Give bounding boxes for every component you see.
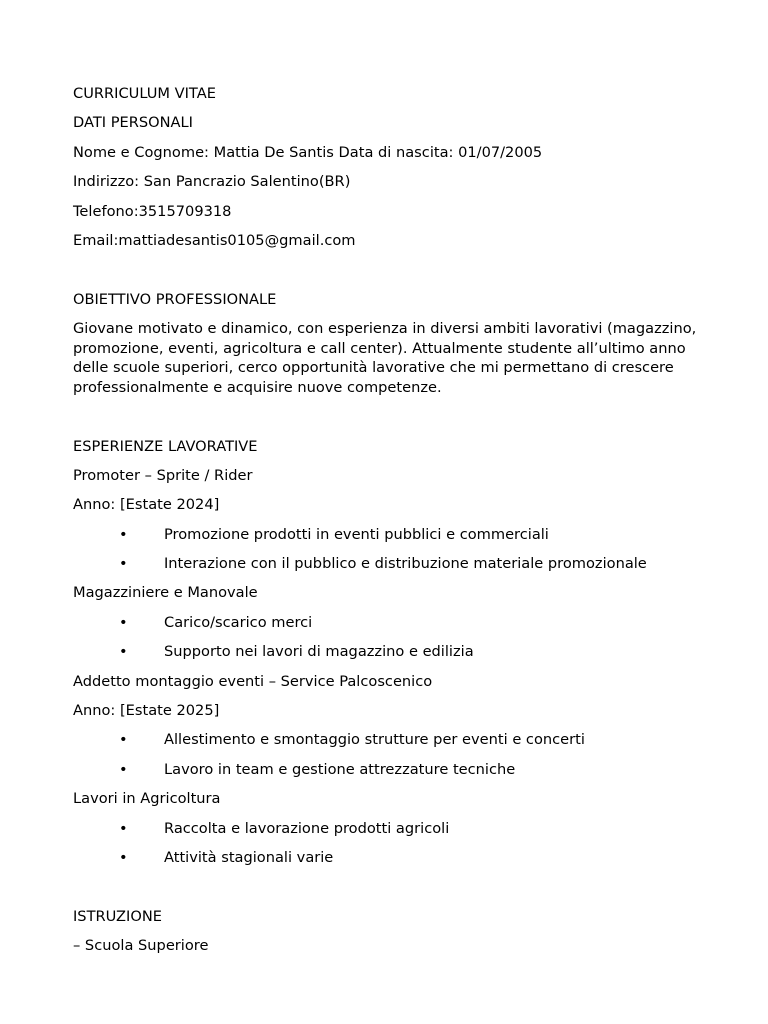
duty-text: Promozione prodotti in eventi pubblici e commerciali xyxy=(164,525,549,543)
duty-text: Attività stagionali varie xyxy=(164,848,334,866)
name-and-birthdate: Nome e Cognome: Mattia De Santis Data di nascita: 01/07/2005 xyxy=(73,143,543,161)
list-item xyxy=(73,554,713,583)
list-item xyxy=(73,730,713,759)
job-duties-list xyxy=(73,730,713,789)
section-spacer xyxy=(73,877,713,906)
job-year: Anno: [Estate 2025] xyxy=(73,702,220,720)
list-item xyxy=(73,642,713,671)
objective-text: Giovane motivato e dinamico, con esperienza in diversi ambiti lavorativi (magazzino, promozione, eventi, agricoltura e call center). Attualmente studente all’ultimo anno delle scuole superiori, cerco opportunità lavorative che mi permettano di crescere professionalmente e acquisire nuove competenze. xyxy=(73,320,697,396)
personal-data-heading: DATI PERSONALI xyxy=(73,114,193,132)
address: Indirizzo: San Pancrazio Salentino(BR) xyxy=(73,173,351,191)
section-spacer xyxy=(73,260,713,289)
section-spacer xyxy=(73,407,713,436)
phone: Telefono:3515709318 xyxy=(73,202,232,220)
bullet-icon: • xyxy=(119,643,128,661)
objective-block xyxy=(73,319,713,407)
duty-text: Interazione con il pubblico e distribuzione materiale promozionale xyxy=(164,555,647,573)
duty-text: Lavoro in team e gestione attrezzature tecniche xyxy=(164,760,516,778)
job-duties-list xyxy=(73,819,713,878)
bullet-icon: • xyxy=(119,819,128,837)
bullet-icon: • xyxy=(119,525,128,543)
education-heading: ISTRUZIONE xyxy=(73,907,162,925)
bullet-icon: • xyxy=(119,731,128,749)
bullet-icon: • xyxy=(119,760,128,778)
duty-text: Supporto nei lavori di magazzino e edilizia xyxy=(164,643,474,661)
job-duties-list xyxy=(73,525,713,584)
job-title: Lavori in Agricoltura xyxy=(73,790,221,808)
bullet-icon: • xyxy=(119,848,128,866)
list-item xyxy=(73,848,713,877)
email: Email:mattiadesantis0105@gmail.com xyxy=(73,231,356,249)
job-duties-list xyxy=(73,613,713,672)
job-title: Magazziniere e Manovale xyxy=(73,584,258,602)
duty-text: Allestimento e smontaggio strutture per eventi e concerti xyxy=(164,731,585,749)
cv-page xyxy=(73,84,713,966)
bullet-icon: • xyxy=(119,613,128,631)
list-item xyxy=(73,613,713,642)
objective-heading: OBIETTIVO PROFESSIONALE xyxy=(73,290,277,308)
duty-text: Carico/scarico merci xyxy=(164,613,313,631)
job-year: Anno: [Estate 2024] xyxy=(73,496,220,514)
list-item xyxy=(73,819,713,848)
job-title: Addetto montaggio eventi – Service Palcoscenico xyxy=(73,672,433,690)
job-title: Promoter – Sprite / Rider xyxy=(73,466,253,484)
experience-heading: ESPERIENZE LAVORATIVE xyxy=(73,437,258,455)
duty-text: Raccolta e lavorazione prodotti agricoli xyxy=(164,819,450,837)
list-item xyxy=(73,760,713,789)
document-title: CURRICULUM VITAE xyxy=(73,85,216,102)
bullet-icon: • xyxy=(119,555,128,573)
list-item xyxy=(73,525,713,554)
school: – Scuola Superiore xyxy=(73,937,209,955)
